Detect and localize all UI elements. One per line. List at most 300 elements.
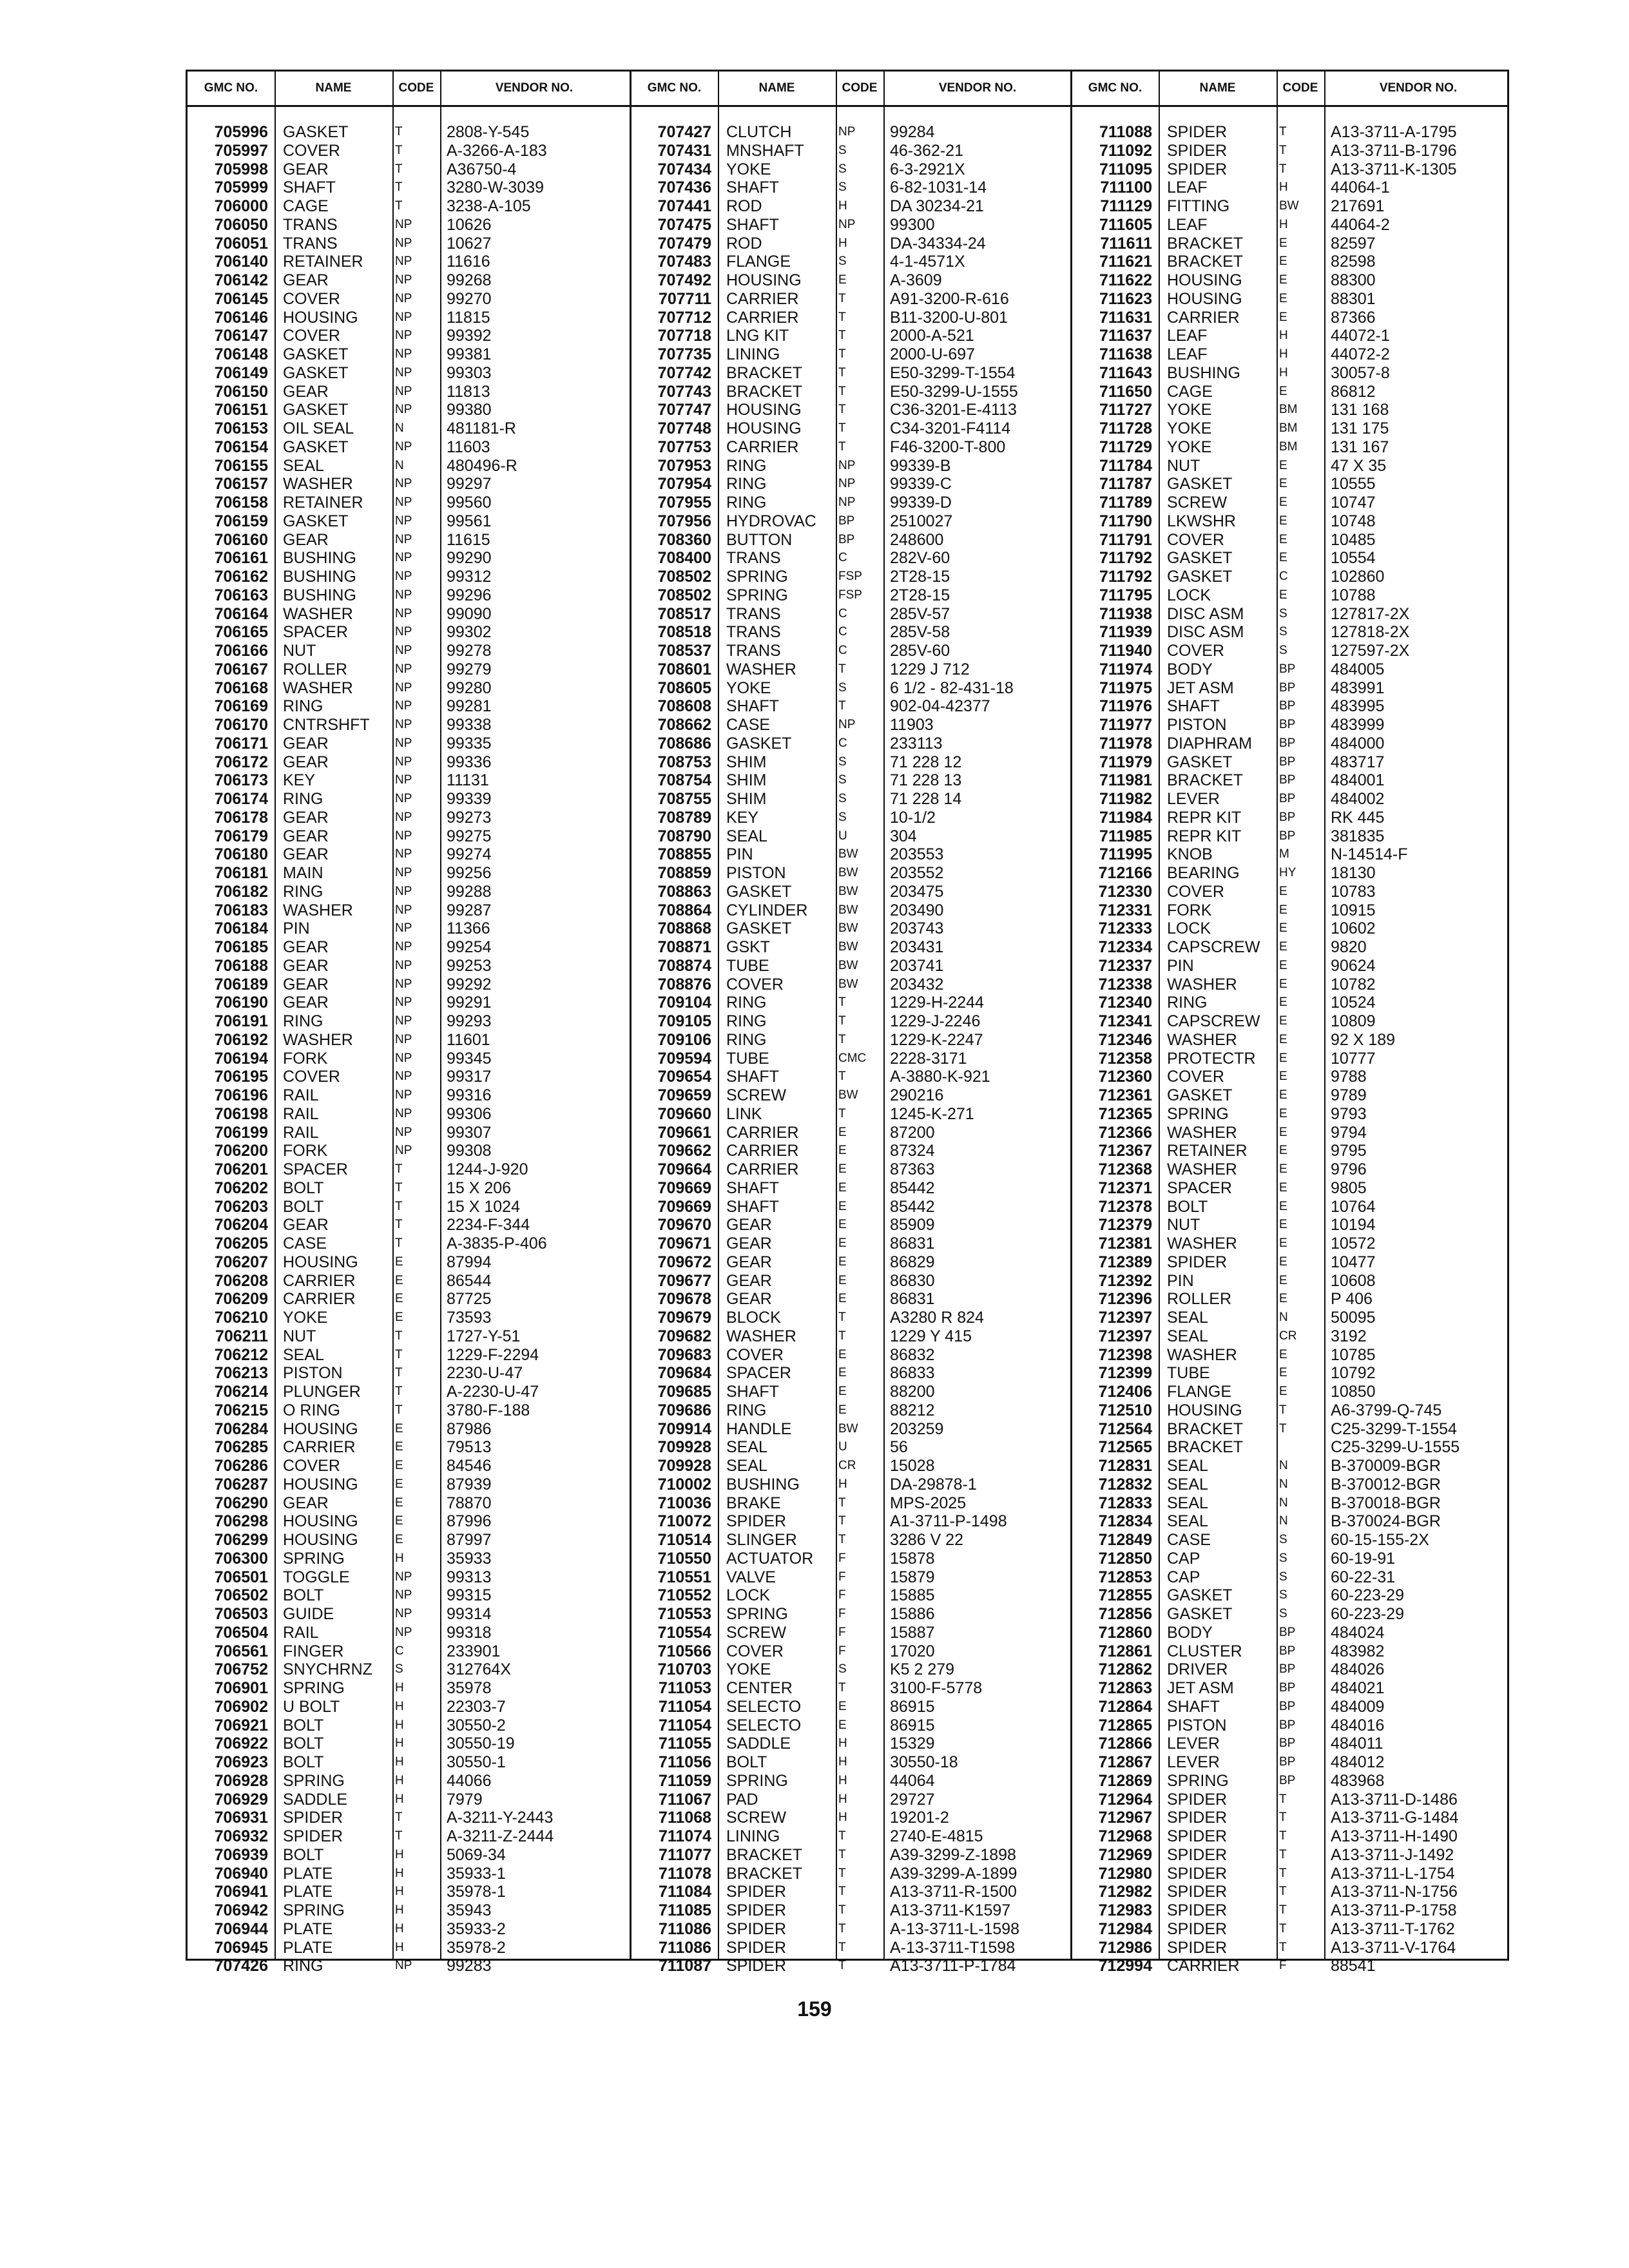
cell-name: SPIDER: [1167, 1845, 1228, 1864]
table-row: [188, 1827, 1507, 1846]
cell-name: GASKET: [283, 512, 349, 530]
cell-name: GEAR: [283, 994, 329, 1012]
cell-code: T: [838, 995, 846, 1010]
cell-gmc: 711088: [1099, 123, 1152, 141]
cell-code: NP: [395, 662, 412, 676]
cell-name: TUBE: [726, 956, 769, 975]
table-row: [188, 1901, 1507, 1920]
cell-vendor: 10524: [1331, 994, 1376, 1012]
cell-code: NP: [395, 903, 412, 917]
cell-name: RETAINER: [1167, 1142, 1248, 1160]
header-name-3: NAME: [1199, 81, 1236, 95]
cell-code: F: [838, 1607, 846, 1620]
cell-name: SPIDER: [1167, 160, 1228, 178]
cell-gmc: 711611: [1100, 234, 1152, 253]
cell-code: NP: [395, 625, 412, 639]
cell-gmc: 707742: [657, 363, 711, 382]
cell-name: WASHER: [283, 901, 353, 919]
table-row: [188, 123, 1507, 142]
cell-name: RING: [283, 1957, 323, 1975]
cell-gmc: 709594: [657, 1049, 711, 1068]
cell-name: CLUTCH: [726, 123, 792, 141]
cell-name: GEAR: [283, 827, 329, 845]
cell-vendor: 17020: [890, 1642, 935, 1660]
cell-gmc: 707748: [657, 419, 711, 437]
cell-code: T: [838, 384, 846, 398]
cell-vendor: 71 228 13: [890, 771, 962, 790]
cell-name: SPIDER: [1167, 1253, 1228, 1271]
cell-gmc: 712360: [1098, 1068, 1152, 1086]
cell-name: GEAR: [726, 1253, 772, 1271]
cell-code: T: [395, 1829, 403, 1843]
table-row: [188, 1383, 1507, 1401]
cell-code: NP: [395, 1144, 412, 1158]
cell-gmc: 706170: [214, 716, 268, 734]
cell-code: U: [838, 1440, 847, 1454]
cell-code: E: [1279, 291, 1287, 305]
cell-code: E: [1279, 921, 1287, 936]
cell-gmc: 712338: [1098, 975, 1152, 994]
table-row: [188, 1124, 1507, 1142]
cell-vendor: 9796: [1331, 1160, 1367, 1178]
page-number: 159: [797, 1997, 832, 2021]
cell-gmc: 712856: [1098, 1605, 1152, 1623]
cell-code: S: [1279, 1533, 1287, 1546]
cell-vendor: 99313: [447, 1568, 492, 1586]
cell-name: COVER: [1167, 530, 1224, 549]
cell-code: NP: [395, 718, 412, 731]
cell-name: TRANS: [726, 642, 781, 660]
cell-vendor: A13-3711-P-1758: [1331, 1901, 1457, 1919]
cell-gmc: 707492: [657, 271, 711, 289]
cell-code: FSP: [838, 570, 862, 583]
cell-code: E: [395, 1495, 403, 1510]
cell-code: C: [395, 1644, 404, 1658]
cell-vendor: 87725: [447, 1290, 492, 1309]
cell-vendor: 1229-J-2246: [890, 1012, 981, 1030]
cell-vendor: 99270: [447, 289, 492, 308]
cell-vendor: 30550-19: [447, 1735, 515, 1753]
cell-code: BP: [838, 532, 855, 546]
cell-code: BP: [1279, 1681, 1296, 1695]
cell-vendor: C25-3299-U-1555: [1331, 1438, 1460, 1457]
cell-code: S: [838, 810, 847, 824]
cell-vendor: A-13-3711-T1598: [890, 1938, 1016, 1957]
table-row: [188, 197, 1507, 216]
cell-code: H: [395, 1755, 404, 1769]
cell-code: E: [1279, 495, 1287, 509]
cell-gmc: 711092: [1099, 141, 1152, 160]
cell-vendor: A13-3711-L-1754: [1331, 1864, 1455, 1883]
cell-gmc: 706151: [214, 401, 268, 419]
cell-code: NP: [395, 1032, 412, 1046]
table-row: [188, 697, 1507, 716]
cell-name: CENTER: [726, 1679, 793, 1697]
cell-code: BP: [1279, 718, 1296, 731]
cell-vendor: 484026: [1331, 1660, 1385, 1679]
table-row: [188, 1012, 1507, 1031]
cell-name: HOUSING: [283, 1253, 358, 1271]
table-row: [188, 994, 1507, 1012]
cell-name: JET ASM: [1167, 678, 1234, 697]
cell-vendor: 86831: [890, 1235, 935, 1253]
cell-gmc: 711054: [658, 1716, 711, 1735]
cell-name: PAD: [726, 1790, 758, 1809]
cell-vendor: C36-3201-E-4113: [890, 401, 1017, 419]
cell-vendor: 1229 Y 415: [890, 1327, 972, 1345]
cell-gmc: 712860: [1098, 1623, 1152, 1642]
cell-gmc: 712398: [1098, 1345, 1152, 1364]
cell-code: T: [395, 1385, 403, 1398]
cell-gmc: 712361: [1098, 1086, 1152, 1104]
cell-vendor: 86812: [1331, 382, 1376, 401]
cell-vendor: 87997: [447, 1531, 492, 1549]
cell-code: E: [395, 1533, 403, 1546]
cell-name: SPRING: [726, 1771, 788, 1790]
cell-name: SPIDER: [1167, 1901, 1228, 1919]
cell-vendor: A-3609: [890, 271, 942, 289]
cell-vendor: 15 X 206: [447, 1178, 512, 1197]
cell-gmc: 711074: [658, 1827, 711, 1845]
cell-gmc: 712367: [1098, 1142, 1152, 1160]
cell-vendor: 9795: [1331, 1142, 1367, 1160]
cell-vendor: 90624: [1331, 956, 1376, 975]
cell-name: GASKET: [283, 401, 349, 419]
cell-vendor: 87996: [447, 1512, 492, 1531]
cell-vendor: 44064-2: [1331, 215, 1390, 234]
cell-name: CARRIER: [726, 289, 799, 308]
cell-name: SEAL: [1167, 1327, 1208, 1345]
cell-name: SPIDER: [1167, 1919, 1228, 1938]
cell-gmc: 711067: [658, 1790, 711, 1809]
cell-gmc: 707955: [657, 494, 711, 512]
cell-code: E: [1279, 1218, 1287, 1232]
table-row: [188, 549, 1507, 568]
cell-name: LNG KIT: [726, 327, 789, 345]
cell-name: SHAFT: [726, 1383, 779, 1401]
table-row: [188, 771, 1507, 790]
cell-gmc: 709683: [657, 1345, 711, 1364]
table-row: [188, 809, 1507, 827]
cell-vendor: 10783: [1331, 882, 1376, 901]
cell-name: WASHER: [1167, 975, 1237, 994]
cell-gmc: 706201: [214, 1160, 268, 1178]
cell-code: NP: [395, 495, 412, 509]
cell-code: C: [838, 625, 847, 639]
cell-vendor: 484024: [1331, 1623, 1385, 1642]
cell-name: GASKET: [1167, 753, 1233, 771]
cell-vendor: C34-3201-F4114: [890, 419, 1011, 437]
cell-name: SCREW: [1167, 494, 1228, 512]
cell-name: SPRING: [726, 568, 788, 586]
cell-gmc: 706215: [214, 1401, 268, 1419]
cell-gmc: 706284: [214, 1419, 268, 1438]
cell-gmc: 706153: [214, 419, 268, 437]
cell-name: GASKET: [726, 919, 792, 938]
cell-name: ROLLER: [1167, 1290, 1232, 1309]
cell-gmc: 708400: [657, 549, 711, 568]
cell-code: NP: [395, 1051, 412, 1065]
cell-gmc: 710514: [657, 1531, 711, 1549]
cell-code: N: [1279, 1477, 1288, 1491]
table-row: [188, 401, 1507, 419]
cell-code: H: [1279, 217, 1288, 231]
cell-name: REPR KIT: [1167, 808, 1242, 827]
cell-gmc: 706179: [214, 827, 268, 845]
cell-vendor: 203552: [890, 864, 944, 882]
cell-gmc: 712510: [1098, 1401, 1152, 1419]
cell-gmc: 712397: [1098, 1327, 1152, 1345]
table-row: [188, 1235, 1507, 1253]
cell-name: SPRING: [1167, 1104, 1229, 1123]
cell-gmc: 706000: [214, 197, 268, 215]
header-vendor-3: VENDOR NO.: [1379, 81, 1458, 95]
cell-code: E: [1279, 903, 1287, 917]
cell-name: SPIDER: [726, 1938, 787, 1957]
cell-code: E: [838, 1403, 847, 1417]
cell-vendor: B-370009-BGR: [1331, 1457, 1441, 1475]
cell-name: HOUSING: [726, 271, 802, 289]
cell-code: T: [1279, 1940, 1287, 1954]
cell-vendor: 10764: [1331, 1197, 1376, 1216]
cell-name: CAGE: [283, 197, 329, 215]
table-row: [188, 1679, 1507, 1698]
table-row: [188, 1457, 1507, 1475]
table-row: [188, 735, 1507, 753]
cell-vendor: 87366: [1331, 308, 1376, 327]
cell-name: BRAKE: [726, 1494, 781, 1512]
table-row: [188, 383, 1507, 401]
cell-vendor: 2000-A-521: [890, 327, 974, 345]
cell-name: HOUSING: [283, 308, 358, 327]
cell-name: BUSHING: [283, 568, 356, 586]
cell-code: H: [395, 1792, 404, 1806]
cell-name: CASE: [283, 1235, 327, 1253]
cell-vendor: 9789: [1331, 1086, 1367, 1104]
cell-vendor: 127818-2X: [1331, 623, 1410, 642]
cell-name: RAIL: [283, 1086, 319, 1104]
cell-gmc: 712853: [1098, 1568, 1152, 1586]
cell-name: PIN: [1167, 1271, 1194, 1290]
cell-code: S: [838, 143, 847, 157]
cell-gmc: 710072: [657, 1512, 711, 1531]
cell-name: VALVE: [726, 1568, 776, 1586]
cell-code: E: [838, 1699, 847, 1713]
cell-vendor: 131 167: [1331, 437, 1389, 456]
cell-vendor: 15 X 1024: [447, 1197, 520, 1216]
table-row: [188, 253, 1507, 271]
cell-vendor: 11131: [447, 771, 489, 790]
cell-name: GEAR: [283, 382, 329, 401]
cell-name: MAIN: [283, 864, 323, 882]
cell-vendor: 203259: [890, 1419, 944, 1438]
cell-code: C: [1279, 570, 1288, 583]
cell-name: SCREW: [726, 1086, 787, 1104]
cell-vendor: 86832: [890, 1345, 935, 1364]
cell-gmc: 706204: [214, 1216, 268, 1235]
cell-code: E: [1279, 1125, 1287, 1139]
cell-vendor: 44064-1: [1331, 178, 1390, 197]
cell-code: NP: [395, 551, 412, 565]
cell-vendor: 9805: [1331, 1178, 1367, 1197]
table-row: [188, 1401, 1507, 1420]
header-vendor-1: VENDOR NO.: [495, 81, 574, 95]
table-row: [188, 1883, 1507, 1901]
cell-gmc: 711068: [658, 1809, 711, 1827]
cell-gmc: 712396: [1098, 1290, 1152, 1309]
cell-vendor: C25-3299-T-1554: [1331, 1419, 1457, 1438]
cell-name: PISTON: [726, 864, 786, 882]
table-row: [188, 327, 1507, 345]
cell-code: BM: [1279, 421, 1298, 435]
cell-vendor: 11815: [447, 308, 490, 327]
cell-vendor: 902-04-42377: [890, 697, 990, 716]
cell-vendor: 99273: [447, 808, 492, 827]
cell-gmc: 706150: [214, 382, 268, 401]
cell-code: E: [1279, 1088, 1287, 1102]
cell-name: RETAINER: [283, 494, 363, 512]
cell-gmc: 706901: [214, 1679, 268, 1697]
cell-code: E: [838, 1218, 847, 1232]
cell-name: WASHER: [283, 678, 353, 697]
cell-name: REPR KIT: [1167, 827, 1242, 845]
cell-name: BUSHING: [1167, 363, 1240, 382]
cell-vendor: 10194: [1331, 1216, 1376, 1235]
cell-gmc: 707434: [657, 160, 711, 178]
cell-gmc: 707441: [657, 197, 711, 215]
cell-vendor: B-370018-BGR: [1331, 1494, 1441, 1512]
cell-name: KEY: [726, 808, 759, 827]
cell-gmc: 711982: [1099, 790, 1152, 808]
cell-name: WASHER: [1167, 1345, 1237, 1364]
cell-vendor: 99090: [447, 604, 492, 623]
cell-code: T: [395, 1347, 403, 1361]
cell-code: E: [1279, 532, 1287, 546]
cell-code: NP: [395, 884, 412, 898]
cell-vendor: 127817-2X: [1331, 604, 1410, 623]
cell-code: E: [1279, 458, 1287, 472]
cell-gmc: 711974: [1099, 660, 1152, 678]
cell-code: H: [838, 1755, 847, 1769]
cell-vendor: 203431: [890, 938, 944, 956]
cell-code: T: [838, 439, 846, 454]
table-row: [188, 827, 1507, 846]
cell-name: SPIDER: [726, 1957, 787, 1975]
cell-gmc: 712333: [1098, 919, 1152, 938]
cell-vendor: 86831: [890, 1290, 935, 1309]
cell-gmc: 706162: [214, 568, 268, 586]
table-row: [188, 1105, 1507, 1124]
cell-vendor: 60-22-31: [1331, 1568, 1396, 1586]
cell-gmc: 707953: [657, 456, 711, 475]
cell-name: CAGE: [1167, 382, 1213, 401]
table-row: [188, 586, 1507, 605]
table-row: [188, 660, 1507, 679]
cell-name: BOLT: [283, 1716, 324, 1735]
cell-vendor: 99380: [447, 401, 492, 419]
cell-vendor: 84546: [447, 1457, 492, 1475]
cell-name: CAP: [1167, 1549, 1200, 1568]
cell-gmc: 711095: [1099, 160, 1152, 178]
cell-name: GEAR: [726, 1235, 772, 1253]
cell-gmc: 710553: [657, 1605, 711, 1623]
cell-name: YOKE: [726, 1660, 771, 1679]
cell-name: DISC ASM: [1167, 623, 1244, 642]
cell-name: SCREW: [726, 1623, 787, 1642]
table-row: [188, 438, 1507, 457]
cell-vendor: 1727-Y-51: [447, 1327, 521, 1345]
cell-name: CARRIER: [283, 1271, 356, 1290]
header-name-2: NAME: [758, 81, 795, 95]
cell-gmc: 707427: [657, 123, 711, 141]
cell-vendor: 99283: [447, 1957, 492, 1975]
cell-vendor: 1229 J 712: [890, 660, 970, 678]
cell-vendor: A13-3711-R-1500: [890, 1883, 1017, 1901]
cell-gmc: 708686: [657, 734, 711, 753]
cell-vendor: A39-3299-Z-1898: [890, 1845, 1016, 1864]
cell-name: CARRIER: [726, 1123, 799, 1142]
cell-name: NUT: [1167, 456, 1200, 475]
column-divider: [1277, 72, 1278, 1959]
cell-vendor: 99306: [447, 1104, 492, 1123]
cell-name: FLANGE: [1167, 1383, 1232, 1401]
table-row: [188, 290, 1507, 309]
cell-gmc: 707483: [657, 253, 711, 271]
cell-code: T: [395, 1403, 403, 1417]
cell-code: NP: [395, 310, 412, 324]
header-gmc-2: GMC NO.: [647, 81, 702, 95]
cell-vendor: A-2230-U-47: [447, 1383, 539, 1401]
cell-vendor: 1229-H-2244: [890, 994, 984, 1012]
cell-name: SLINGER: [726, 1531, 797, 1549]
cell-vendor: 484009: [1331, 1697, 1385, 1716]
cell-code: T: [838, 1847, 846, 1861]
cell-code: E: [838, 1292, 847, 1306]
table-row: [188, 178, 1507, 197]
cell-vendor: 99339-D: [890, 494, 952, 512]
cell-gmc: 711621: [1099, 253, 1152, 271]
cell-code: T: [395, 125, 403, 139]
cell-code: U: [838, 829, 847, 843]
cell-name: SEAL: [1167, 1309, 1208, 1327]
cell-gmc: 711789: [1099, 494, 1152, 512]
cell-gmc: 706192: [214, 1030, 268, 1049]
cell-code: T: [395, 180, 403, 195]
table-row: [188, 919, 1507, 938]
cell-name: WASHER: [283, 475, 353, 494]
cell-gmc: 706167: [214, 660, 268, 678]
cell-gmc: 708876: [657, 975, 711, 994]
cell-vendor: B-370024-BGR: [1331, 1512, 1441, 1531]
cell-gmc: 706287: [214, 1475, 268, 1494]
cell-name: LOCK: [1167, 586, 1211, 604]
cell-code: H: [395, 1551, 404, 1565]
cell-vendor: 99312: [447, 568, 492, 586]
cell-name: NUT: [1167, 1216, 1200, 1235]
cell-code: BM: [1279, 403, 1298, 417]
cell-gmc: 708753: [657, 753, 711, 771]
cell-code: H: [395, 1718, 404, 1732]
cell-name: RAIL: [283, 1623, 319, 1642]
cell-name: PLATE: [283, 1938, 333, 1957]
cell-gmc: 709914: [657, 1419, 711, 1438]
cell-gmc: 706148: [214, 345, 268, 363]
table-row: [188, 1660, 1507, 1679]
cell-vendor: 99308: [447, 1142, 492, 1160]
cell-gmc: 706185: [214, 938, 268, 956]
cell-gmc: 706184: [214, 919, 268, 938]
table-row: [188, 975, 1507, 994]
